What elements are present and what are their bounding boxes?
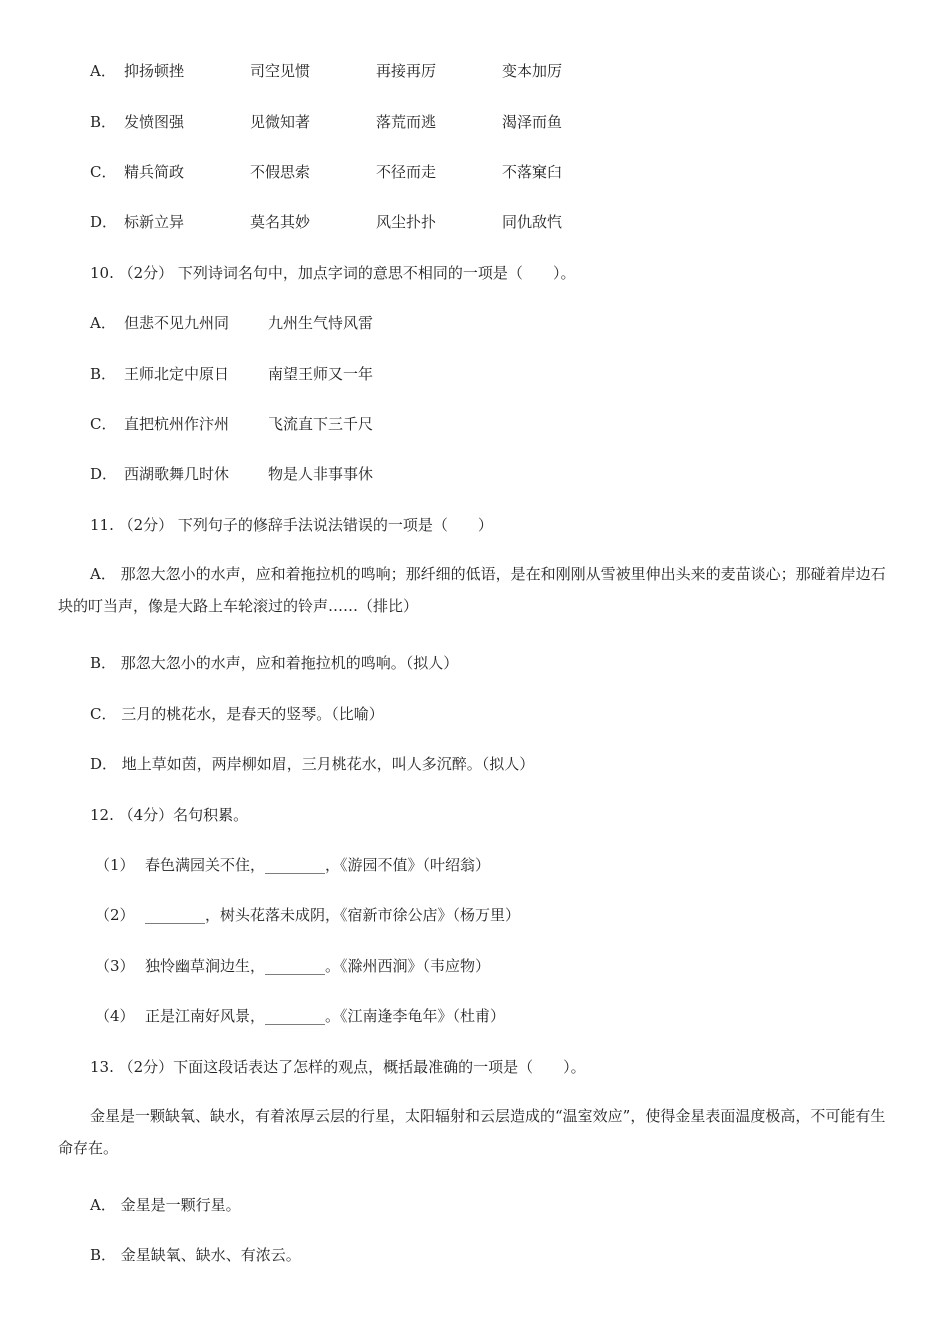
option-word: 不径而走 [376,163,437,181]
q10-option-a [90,313,373,333]
item-number: （2） [95,906,135,924]
item-text: 正是江南好风景，________。《江南逢李龟年》（杜甫） [145,1007,506,1025]
q13-option-b: B． 金星缺氧、缺水、有浓云。 [90,1246,301,1264]
item-number: （3） [95,957,135,975]
option-word: 莫名其妙 [250,213,311,231]
q13-stem: 13. （2分）下面这段话表达了怎样的观点，概括最准确的一项是（ ）。 [90,1058,586,1076]
q13-option-a: A． 金星是一颗行星。 [90,1196,241,1214]
q12-item-3 [95,956,490,976]
q11-option-b: B． 那忽大忽小的水声，应和着拖拉机的鸣响。（拟人） [90,654,459,672]
q12-item-1 [95,855,490,875]
poem-line: 南望王师又一年 [268,365,374,383]
q13-passage: 金星是一颗缺氧、缺水，有着浓厚云层的行星，太阳辐射和云层造成的“温室效应”，使得金星表面温度极高，不可能有生命存在。 [58,1107,886,1157]
option-word: 精兵简政 [124,163,185,181]
option-label: D． [90,465,118,483]
q11-stem: 11. （2分） 下列句子的修辞手法说法错误的一项是（ ） [90,516,493,534]
option-word: 司空见惯 [250,62,311,80]
item-number: （4） [95,1007,135,1025]
q9-option-a [90,61,628,81]
option-word: 标新立异 [124,213,185,231]
option-word: 不落窠臼 [502,163,563,181]
poem-line: 飞流直下三千尺 [268,415,374,433]
q10-option-b [90,364,373,384]
poem-line: 物是人非事事休 [268,465,374,483]
poem-line: 西湖歌舞几时休 [124,465,230,483]
option-word: 渴泽而鱼 [502,113,563,131]
option-label: A． [90,62,116,80]
option-word: 再接再厉 [376,62,437,80]
option-label: C． [90,163,117,181]
option-word: 同仇敌忾 [502,213,563,231]
option-label: A． [90,314,116,332]
q10-option-c [90,414,373,434]
option-label: D． [90,213,118,231]
option-label: B． [90,113,117,131]
poem-line: 九州生气恃风雷 [268,314,374,332]
q9-option-d [90,212,628,232]
q11-option-a: A． 那忽大忽小的水声，应和着拖拉机的鸣响；那纤细的低语，是在和刚刚从雪被里伸出头来的麦苗谈心；那碰着岸边石块的叮当声，像是大路上车轮滚过的铃声……（排比） [58,565,886,615]
poem-line: 王师北定中原日 [124,365,230,383]
poem-line: 但悲不见九州同 [124,314,230,332]
q10-option-d [90,464,373,484]
item-text: ________，树头花落未成阴，《宿新市徐公店》（杨万里） [145,906,521,924]
q11-option-d: D． 地上草如茵，两岸柳如眉，三月桃花水，叫人多沉醉。（拟人） [90,755,535,773]
item-text: 独怜幽草涧边生，________。《滁州西涧》（韦应物） [145,957,491,975]
q12-item-2 [95,905,520,925]
option-word: 落荒而逃 [376,113,437,131]
q12-stem: 12. （4分）名句积累。 [90,806,249,824]
q9-option-c [90,162,628,182]
option-word: 发愤图强 [124,113,185,131]
option-word: 见微知著 [250,113,311,131]
q10-stem: 10. （2分） 下列诗词名句中，加点字词的意思不相同的一项是（ ）。 [90,264,576,282]
option-word: 不假思索 [250,163,311,181]
q9-option-b [90,112,628,132]
item-text: 春色满园关不住，________，《游园不值》（叶绍翁） [145,856,491,874]
q11-option-c: C． 三月的桃花水，是春天的竖琴。（比喻） [90,705,384,723]
item-number: （1） [95,856,135,874]
option-word: 抑扬顿挫 [124,62,185,80]
option-label: B． [90,365,117,383]
option-label: C． [90,415,117,433]
option-word: 风尘扑扑 [376,213,437,231]
poem-line: 直把杭州作汴州 [124,415,230,433]
option-word: 变本加厉 [502,62,563,80]
q12-item-4 [95,1006,505,1026]
